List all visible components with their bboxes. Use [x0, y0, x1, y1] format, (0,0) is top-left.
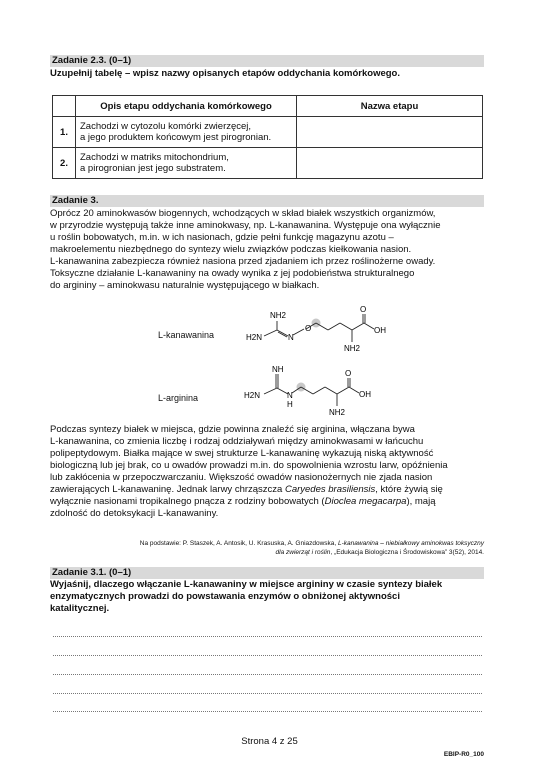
chem-atom: O [305, 324, 312, 333]
table-header-desc: Opis etapu oddychania komórkowego [76, 96, 297, 117]
chem-atom: N [288, 333, 294, 342]
species-name: Caryedes brasiliensis [284, 484, 376, 495]
text-line: L-kanawanina zabezpiecza również nasiona przed zjadaniem ich przez roślinożerne owady. [50, 256, 436, 267]
answer-line[interactable] [53, 636, 482, 637]
task-3-paragraph-2 [50, 256, 484, 292]
answer-line[interactable] [53, 674, 482, 675]
text-line: polipeptydowym. Białka mające w swej strukturze L-kanawaninę wykazują niską aktywność [50, 448, 434, 459]
task-2-3-header: Zadanie 2.3. (0–1) [50, 55, 484, 67]
task-3-1-header: Zadanie 3.1. (0–1) [50, 567, 484, 579]
text-segment: wyłącznie nasionami tropikalnego pnącza z rodziny bobowatych ( [50, 496, 325, 507]
task-2-3-instruction: Uzupełnij tabelę – wpisz nazwy opisanych etapów oddychania komórkowego. [50, 68, 400, 79]
text-line: u roślin bobowatych, m.in. w ich nasionach, gdzie pełni funkcję magazynu azotu – [50, 232, 394, 243]
respiration-table [52, 95, 483, 179]
citation-title: L-kanawanina – niebiałkowy aminokwas toksyczny [338, 540, 484, 547]
molecule-label-arginine: L-arginina [158, 393, 199, 403]
table-row [53, 148, 483, 179]
chem-atom: NH2 [344, 344, 361, 353]
text-line: Wyjaśnij, dlaczego włączanie L-kanawaniny w miejsce argininy w czasie syntezy białek [50, 579, 443, 590]
molecule-label-canavanine: L-kanawanina [158, 330, 215, 340]
row-num: 2. [53, 148, 76, 179]
citation-title: dla zwierząt i roślin [275, 549, 331, 556]
task-3-1-instruction [50, 579, 484, 615]
task-3-header: Zadanie 3. [50, 195, 484, 207]
table-header-name: Nazwa etapu [297, 96, 483, 117]
table-header-row [53, 96, 483, 117]
table-header-num [53, 96, 76, 117]
text-line [50, 496, 484, 508]
text-line: L-kanawanina, co zmienia liczbę i rodzaj oddziaływań między aminokwasami w łańcuchu [50, 436, 424, 447]
row-desc [76, 117, 297, 148]
canavanine-structure [240, 302, 400, 360]
text-line: Oprócz 20 aminokwasów biogennych, wchodzących w skład białek wszystkich organizmów, [50, 208, 436, 219]
answer-line[interactable] [53, 693, 482, 694]
answer-cell-1[interactable] [297, 117, 483, 148]
text-line: zdolność do detoksykacji L-kanawaniny. [50, 508, 219, 519]
text-line: makroelementu niezbędnego do syntezy wielu związków podczas kiełkowania nasion. [50, 244, 412, 255]
text-line: w przyrodzie występują także inne aminokwasy, np. L-kanawanina. Występuje ona wyłącznie [50, 220, 441, 231]
chem-atom: NH2 [270, 311, 287, 320]
chem-atom: N [287, 391, 293, 400]
chem-atom: O [360, 305, 367, 314]
table-row [53, 117, 483, 148]
source-citation [50, 539, 484, 557]
text-line: katalitycznej. [50, 603, 110, 614]
text-line: enzymatycznych prowadzi do powstawania enzymów o obniżonej aktywności [50, 591, 400, 602]
document-code: EBIP-R0_100 [443, 751, 484, 758]
species-name: Dioclea megacarpa [324, 496, 407, 507]
row-num: 1. [53, 117, 76, 148]
text-line: Podczas syntezy białek w miejsca, gdzie powinna znaleźć się arginina, włączana bywa [50, 424, 415, 435]
text-line: biologiczną lub jej brak, co u owadów prowadzi m.in. do spowolnienia wzrostu larw, opóźnienia [50, 460, 448, 471]
row-desc-line: a jego produktem końcowym jest pirogronian. [80, 132, 272, 143]
row-desc [76, 148, 297, 179]
text-line: do argininy – aminokwasu naturalnie występującego w białkach. [50, 280, 320, 291]
chem-atom: H2N [246, 333, 263, 342]
chem-atom: H2N [244, 391, 261, 400]
chem-atom: NH [272, 365, 284, 374]
text-line: Toksyczne działanie L-kanawaniny na owady wynika z jej podobieństwa strukturalnego [50, 268, 415, 279]
citation-line [50, 539, 484, 548]
arginine-structure [240, 364, 400, 424]
row-desc-line: Zachodzi w matriks mitochondrium, [80, 152, 229, 163]
page-number: Strona 4 z 25 [241, 736, 298, 747]
row-desc-line: a pirogronian jest jego substratem. [80, 163, 226, 174]
text-line: lub zakłócenia w przepoczwarczaniu. Większość owadów nasionożernych nie zjada nasion [50, 472, 433, 483]
answer-line[interactable] [53, 655, 482, 656]
task-3-paragraph-1 [50, 208, 484, 256]
chem-atom: NH2 [329, 408, 346, 417]
text-segment: ), mają [406, 496, 436, 507]
text-segment: zawierających L-kanawaninę. Jednak larwy chrząszcza [50, 484, 285, 495]
chem-atom: OH [359, 390, 371, 399]
text-segment: , które żywią się [375, 484, 443, 495]
text-line [50, 484, 484, 496]
citation-text: , „Edukacja Biologiczna i Środowiskowa” 3(52), 2014. [330, 549, 484, 556]
citation-text: Na podstawie: P. Staszek, A. Antosik, U. Krasuska, A. Gniazdowska, [139, 540, 339, 547]
chem-atom: O [345, 369, 352, 378]
citation-line [50, 548, 484, 557]
chem-atom: H [287, 400, 293, 409]
answer-cell-2[interactable] [297, 148, 483, 179]
row-desc-line: Zachodzi w cytozolu komórki zwierzęcej, [80, 121, 252, 132]
answer-line[interactable] [53, 711, 482, 712]
task-3-paragraph-3 [50, 424, 484, 520]
chem-atom: OH [374, 326, 386, 335]
